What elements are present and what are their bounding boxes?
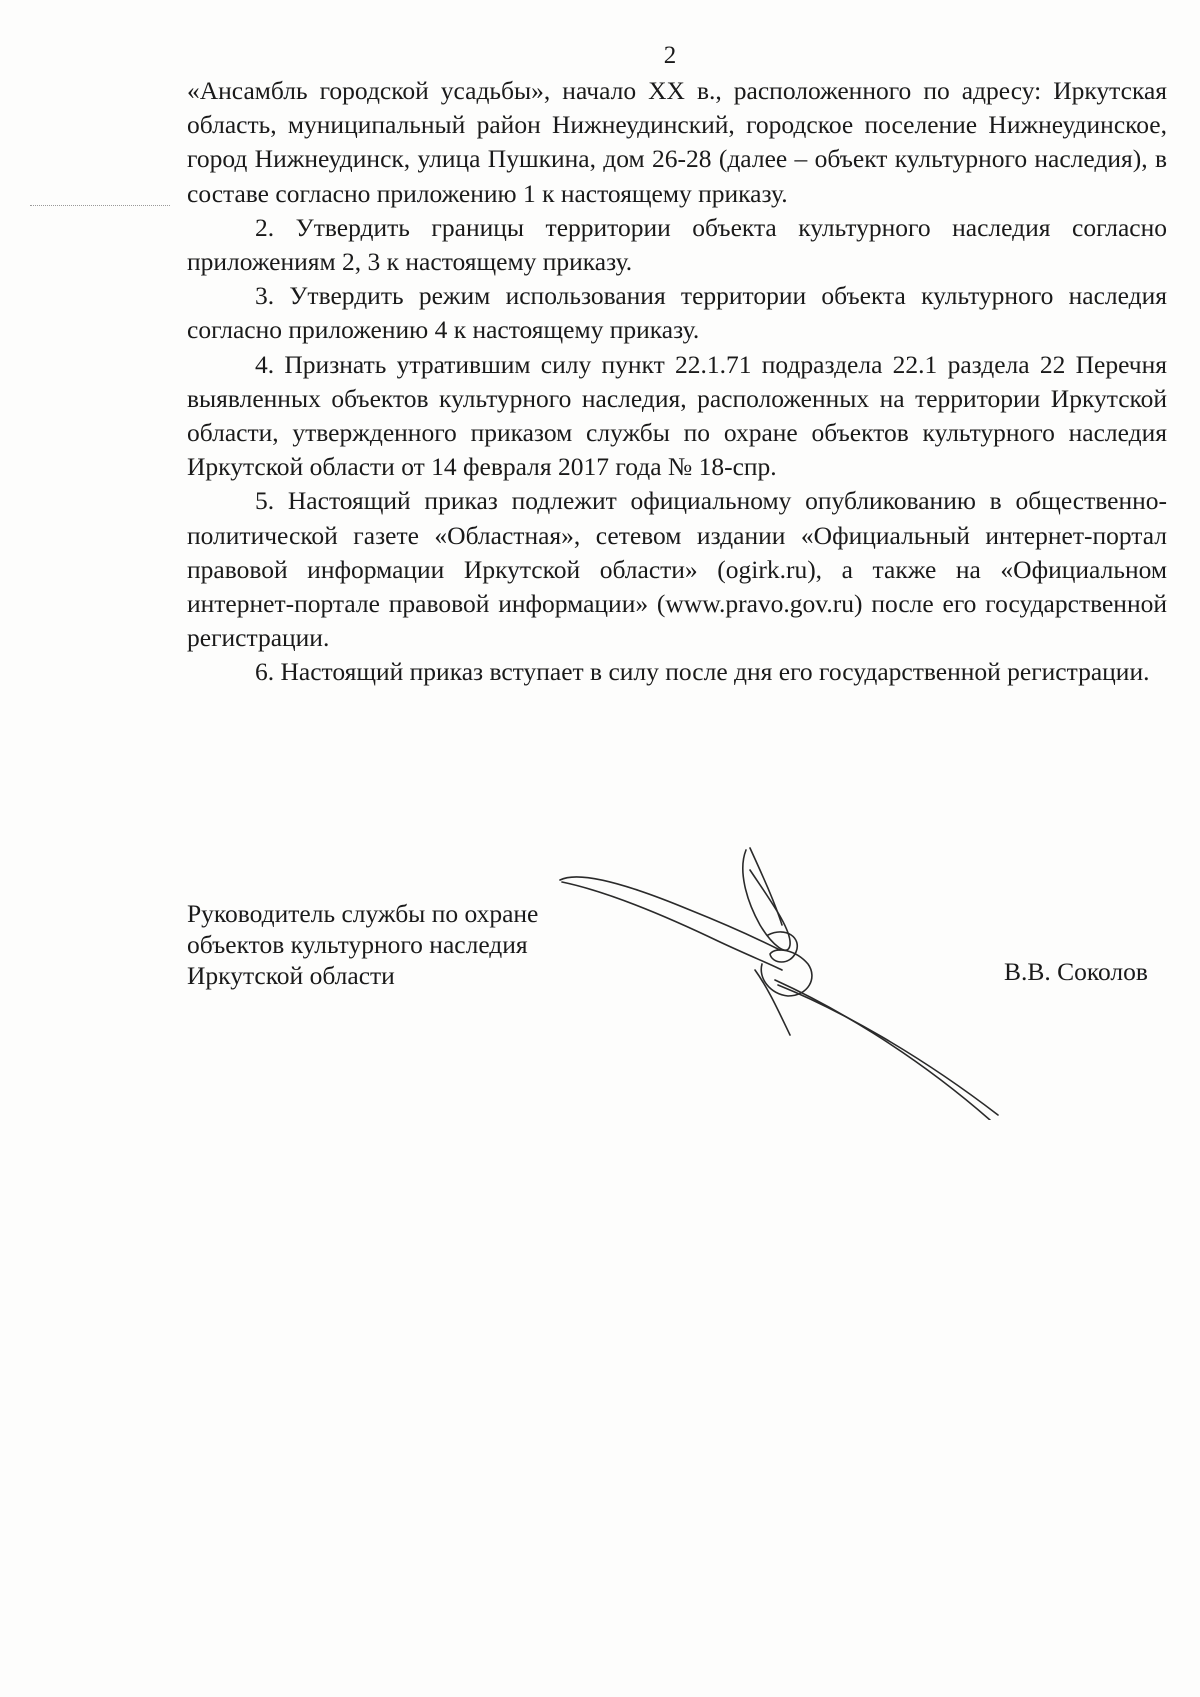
scan-artifact	[30, 205, 170, 208]
paragraph-item-6: 6. Настоящий приказ вступает в силу после дня его государственной регистрации.	[255, 657, 1150, 687]
paragraph-item-5: 5. Настоящий приказ подлежит официальному опубликованию в общественно-политической газете «Областная», сетевом издании «Официальный интернет-портал правовой информации Иркутской области» (ogirk.ru), а также на «Официальном интернет-портале правовой информации» (www.pravo.gov.ru) после его государственной регистрации.	[187, 486, 1167, 653]
paragraph-item-4: 4. Признать утратившим силу пункт 22.1.71 подраздела 22.1 раздела 22 Перечня выявленных объектов культурного наследия, расположенных на территории Иркутской области, утвержденного приказом службы по охране объектов культурного наследия Иркутской области от 14 февраля 2017 года № 18-спр.	[187, 349, 1167, 482]
signer-position-line: Руководитель службы по охране	[187, 899, 539, 928]
signer-position	[187, 898, 538, 991]
signer-position-line: объектов культурного наследия	[187, 930, 528, 959]
paragraph-continuation: «Ансамбль городской усадьбы», начало XX в., расположенного по адресу: Иркутская область, муниципальный район Нижнеудинский, городское поселение Нижнеудинское, город Нижнеудинск, улица Пушкина, дом 26-28 (далее – объект культурного наследия), в составе согласно приложению 1 к настоящему приказу.	[187, 76, 1167, 208]
signer-name: В.В. Соколов	[1004, 957, 1148, 986]
paragraph-item-2: 2. Утвердить границы территории объекта культурного наследия согласно приложениям 2, 3 к настоящему приказу.	[187, 212, 1167, 277]
paragraph-item-3: 3. Утвердить режим использования территории объекта культурного наследия согласно приложению 4 к настоящему приказу.	[187, 281, 1167, 345]
page-number: 2	[663, 42, 677, 69]
handwritten-signature	[550, 830, 1030, 1120]
signer-position-line: Иркутской области	[187, 961, 395, 990]
document-body	[187, 74, 1167, 690]
